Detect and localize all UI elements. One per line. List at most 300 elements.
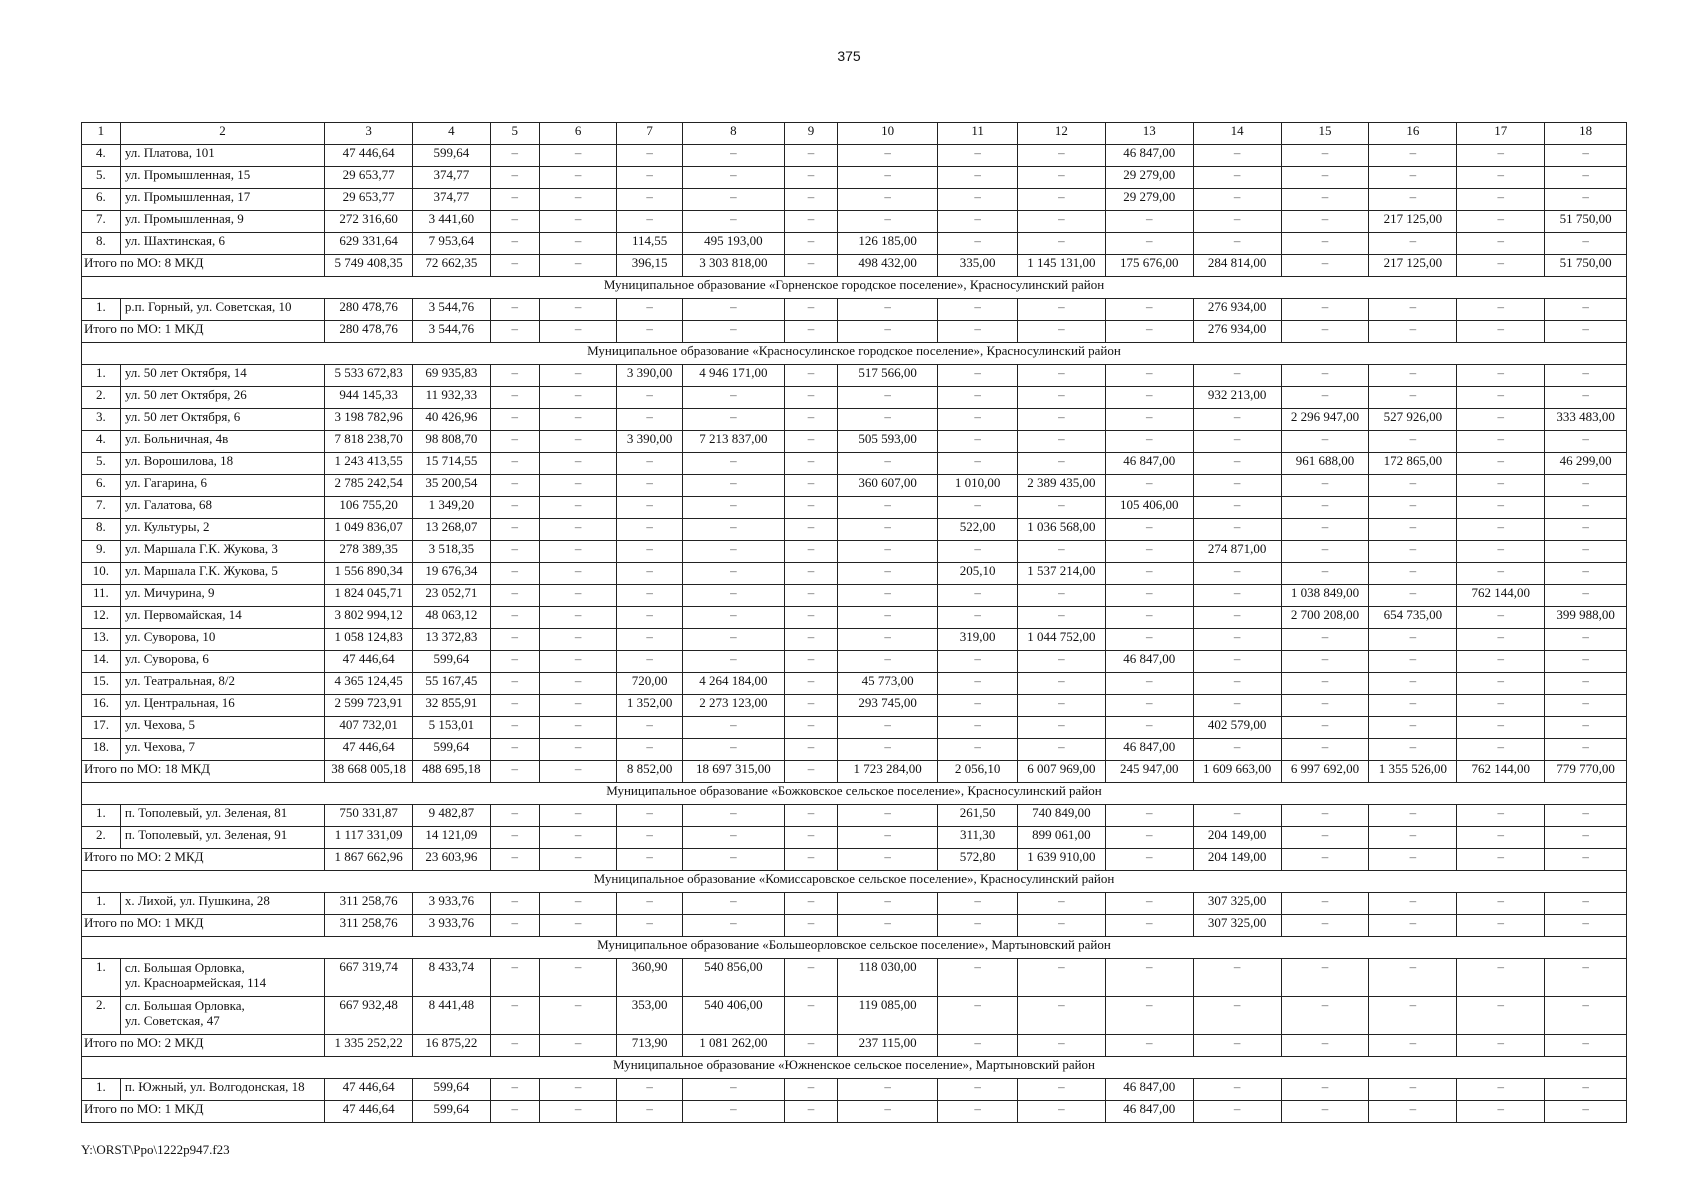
cost-value-cell: 374,77 [413,167,491,189]
cost-value-cell: – [1457,365,1545,387]
cost-value-cell: – [784,233,837,255]
building-row [82,475,1627,497]
total-value-cell: – [1105,1035,1193,1057]
building-address: ул. Ворошилова, 18 [120,453,324,475]
cost-value-cell: – [539,299,617,321]
cost-value-cell: – [784,189,837,211]
cost-value-cell: – [1105,299,1193,321]
cost-value-cell: – [938,997,1018,1035]
cost-value-cell: – [1457,211,1545,233]
cost-value-cell: – [938,673,1018,695]
total-value-cell: 1 335 252,22 [325,1035,413,1057]
total-value-cell: 1 081 262,00 [682,1035,784,1057]
cost-value-cell: – [1545,585,1627,607]
cost-value-cell: 374,77 [413,189,491,211]
building-address: ул. 50 лет Октября, 6 [120,409,324,431]
cost-value-cell: – [490,167,539,189]
column-number-header: 8 [682,123,784,145]
cost-value-cell: – [1369,695,1457,717]
total-value-cell: – [1017,1035,1105,1057]
total-value-cell: – [682,849,784,871]
building-address: ул. Промышленная, 9 [120,211,324,233]
column-number-header: 17 [1457,123,1545,145]
cost-value-cell: 47 446,64 [325,145,413,167]
cost-value-cell: – [682,827,784,849]
cost-value-cell: – [682,519,784,541]
cost-value-cell: – [938,409,1018,431]
cost-value-cell: 7 953,64 [413,233,491,255]
cost-value-cell: – [1369,893,1457,915]
cost-value-cell: – [539,607,617,629]
building-row [82,365,1627,387]
cost-value-cell: – [1457,497,1545,519]
row-index: 7. [82,497,121,519]
cost-value-cell: – [1281,145,1369,167]
cost-value-cell: 667 319,74 [325,959,413,997]
cost-value-cell: – [617,893,682,915]
building-address: ул. Шахтинская, 6 [120,233,324,255]
total-label: Итого по МО: 1 МКД [82,321,325,343]
cost-value-cell: – [490,805,539,827]
total-value-cell: 713,90 [617,1035,682,1057]
total-value-cell: 51 750,00 [1545,255,1627,277]
total-value-cell: 762 144,00 [1457,761,1545,783]
cost-value-cell: 23 052,71 [413,585,491,607]
cost-value-cell: – [1457,519,1545,541]
cost-value-cell: 1 243 413,55 [325,453,413,475]
building-row [82,387,1627,409]
cost-value-cell: – [1457,739,1545,761]
total-value-cell: 3 933,76 [413,915,491,937]
total-value-cell: – [784,255,837,277]
building-address [120,959,324,997]
cost-value-cell: 1 352,00 [617,695,682,717]
cost-value-cell: – [1545,365,1627,387]
cost-value-cell: – [784,211,837,233]
cost-value-cell: 47 446,64 [325,1079,413,1101]
total-value-cell: 284 814,00 [1193,255,1281,277]
total-value-cell: 311 258,76 [325,915,413,937]
cost-value-cell: – [1105,365,1193,387]
cost-value-cell: – [938,233,1018,255]
cost-value-cell: 261,50 [938,805,1018,827]
cost-value-cell: – [1017,431,1105,453]
cost-value-cell: 45 773,00 [838,673,938,695]
cost-value-cell: 1 038 849,00 [1281,585,1369,607]
municipality-total-row [82,849,1627,871]
cost-value-cell: 13 268,07 [413,519,491,541]
cost-value-cell: – [490,541,539,563]
total-value-cell: – [1105,321,1193,343]
total-value-cell: – [784,1035,837,1057]
row-index: 17. [82,717,121,739]
total-value-cell: – [1545,1035,1627,1057]
total-value-cell: 307 325,00 [1193,915,1281,937]
building-row [82,959,1627,997]
building-address: ул. Театральная, 8/2 [120,673,324,695]
cost-value-cell: – [838,563,938,585]
cost-value-cell: – [1105,387,1193,409]
cost-value-cell: – [1193,233,1281,255]
total-value-cell: – [1457,1101,1545,1123]
cost-value-cell: – [938,585,1018,607]
total-value-cell: 280 478,76 [325,321,413,343]
cost-value-cell: – [1545,189,1627,211]
cost-value-cell: 4 264 184,00 [682,673,784,695]
cost-value-cell: – [1545,959,1627,997]
cost-value-cell: – [1193,475,1281,497]
cost-value-cell: – [1105,233,1193,255]
cost-value-cell: – [1105,541,1193,563]
cost-value-cell: – [1369,167,1457,189]
cost-value-cell: 118 030,00 [838,959,938,997]
cost-value-cell: 204 149,00 [1193,827,1281,849]
cost-value-cell: – [1457,541,1545,563]
total-value-cell: – [490,1035,539,1057]
total-value-cell: 175 676,00 [1105,255,1193,277]
cost-value-cell: – [490,959,539,997]
building-row [82,739,1627,761]
building-address-line: ул. Советская, 47 [124,1013,220,1028]
cost-value-cell: 280 478,76 [325,299,413,321]
cost-value-cell: – [1457,893,1545,915]
cost-value-cell: – [1193,167,1281,189]
cost-value-cell: 9 482,87 [413,805,491,827]
cost-value-cell: 4 946 171,00 [682,365,784,387]
cost-value-cell: – [1017,387,1105,409]
cost-value-cell: 599,64 [413,145,491,167]
cost-value-cell: – [1369,629,1457,651]
cost-value-cell: 540 856,00 [682,959,784,997]
cost-value-cell: – [1457,409,1545,431]
cost-value-cell: – [490,365,539,387]
cost-value-cell: – [490,673,539,695]
cost-value-cell: 293 745,00 [838,695,938,717]
cost-value-cell: – [938,959,1018,997]
column-number-header: 2 [120,123,324,145]
cost-value-cell: 360 607,00 [838,475,938,497]
cost-value-cell: – [784,673,837,695]
cost-value-cell: – [1457,651,1545,673]
row-index: 15. [82,673,121,695]
cost-value-cell: – [938,607,1018,629]
cost-value-cell: – [617,607,682,629]
cost-value-cell: – [1281,959,1369,997]
cost-value-cell: – [784,497,837,519]
row-index: 7. [82,211,121,233]
cost-value-cell: – [784,409,837,431]
cost-value-cell: – [1369,541,1457,563]
cost-value-cell: – [1193,959,1281,997]
cost-value-cell: – [784,1079,837,1101]
total-value-cell: 3 544,76 [413,321,491,343]
cost-value-cell: – [1193,365,1281,387]
building-address: п. Тополевый, ул. Зеленая, 81 [120,805,324,827]
cost-value-cell: – [838,497,938,519]
cost-value-cell: 7 213 837,00 [682,431,784,453]
cost-value-cell: – [682,805,784,827]
cost-value-cell: 399 988,00 [1545,607,1627,629]
cost-value-cell: – [1545,233,1627,255]
cost-value-cell: – [1017,651,1105,673]
cost-value-cell: – [1369,651,1457,673]
total-value-cell: – [490,321,539,343]
cost-value-cell: – [1193,431,1281,453]
total-value-cell: 1 355 526,00 [1369,761,1457,783]
cost-value-cell: – [617,739,682,761]
building-row [82,1079,1627,1101]
cost-value-cell: – [784,299,837,321]
cost-value-cell: – [784,717,837,739]
total-value-cell: – [838,321,938,343]
cost-value-cell: – [1105,211,1193,233]
total-value-cell: – [539,321,617,343]
cost-value-cell: – [1545,739,1627,761]
cost-value-cell: – [539,145,617,167]
building-address: п. Тополевый, ул. Зеленая, 91 [120,827,324,849]
total-value-cell: – [1369,1101,1457,1123]
cost-value-cell: 205,10 [938,563,1018,585]
total-value-cell: 16 875,22 [413,1035,491,1057]
cost-value-cell: – [1193,695,1281,717]
cost-value-cell: – [1545,497,1627,519]
cost-value-cell: – [617,519,682,541]
cost-value-cell: – [617,189,682,211]
building-address: ул. Культуры, 2 [120,519,324,541]
cost-value-cell: – [682,475,784,497]
municipality-total-row [82,1101,1627,1123]
cost-value-cell: – [838,189,938,211]
cost-value-cell: – [1105,695,1193,717]
cost-value-cell: – [539,453,617,475]
cost-value-cell: – [1545,629,1627,651]
municipality-total-row [82,1035,1627,1057]
cost-value-cell: – [1017,145,1105,167]
cost-value-cell: – [838,167,938,189]
total-value-cell: – [1017,321,1105,343]
total-label: Итого по МО: 2 МКД [82,1035,325,1057]
total-value-cell: 1 867 662,96 [325,849,413,871]
total-value-cell: – [938,915,1018,937]
total-value-cell: – [1369,915,1457,937]
cost-value-cell: – [784,739,837,761]
cost-value-cell: – [1457,167,1545,189]
cost-value-cell: 3 390,00 [617,365,682,387]
cost-value-cell: – [1017,673,1105,695]
cost-value-cell: – [1281,651,1369,673]
cost-value-cell: – [784,629,837,651]
cost-value-cell: – [1457,563,1545,585]
cost-value-cell: – [1457,805,1545,827]
cost-value-cell: – [938,739,1018,761]
total-value-cell: – [1281,849,1369,871]
cost-value-cell: 527 926,00 [1369,409,1457,431]
total-value-cell: – [539,761,617,783]
building-address: ул. Суворова, 6 [120,651,324,673]
total-value-cell: 38 668 005,18 [325,761,413,783]
cost-value-cell: – [1369,145,1457,167]
row-index: 1. [82,299,121,321]
total-value-cell: 23 603,96 [413,849,491,871]
cost-value-cell: 740 849,00 [1017,805,1105,827]
municipality-section-row [82,937,1627,959]
cost-value-cell: – [1545,651,1627,673]
row-index: 18. [82,739,121,761]
cost-value-cell: – [539,695,617,717]
cost-value-cell: 106 755,20 [325,497,413,519]
cost-value-cell: – [938,695,1018,717]
row-index: 11. [82,585,121,607]
cost-value-cell: 961 688,00 [1281,453,1369,475]
building-row [82,189,1627,211]
cost-value-cell: – [1281,365,1369,387]
building-row [82,145,1627,167]
cost-value-cell: 69 935,83 [413,365,491,387]
cost-value-cell: – [682,541,784,563]
total-value-cell: 18 697 315,00 [682,761,784,783]
total-value-cell: – [1017,915,1105,937]
file-path-footer: Y:\ORST\Ppo\1222p947.f23 [81,1142,230,1157]
cost-value-cell: 274 871,00 [1193,541,1281,563]
cost-value-cell: – [784,607,837,629]
cost-value-cell: – [1193,453,1281,475]
total-value-cell: 6 007 969,00 [1017,761,1105,783]
cost-value-cell: – [1369,519,1457,541]
cost-value-cell: – [539,717,617,739]
cost-value-cell: – [1457,607,1545,629]
cost-value-cell: 2 273 123,00 [682,695,784,717]
cost-value-cell: – [1193,629,1281,651]
cost-value-cell: – [1369,805,1457,827]
cost-value-cell: 1 556 890,34 [325,563,413,585]
cost-value-cell: – [617,211,682,233]
cost-value-cell: – [617,827,682,849]
cost-value-cell: – [1281,519,1369,541]
cost-value-cell: – [784,959,837,997]
cost-value-cell: – [539,233,617,255]
building-address: х. Лихой, ул. Пушкина, 28 [120,893,324,915]
cost-value-cell: – [490,519,539,541]
cost-value-cell: – [490,607,539,629]
cost-value-cell: 46 847,00 [1105,453,1193,475]
cost-value-cell: – [1193,189,1281,211]
total-value-cell: 488 695,18 [413,761,491,783]
total-value-cell: 6 997 692,00 [1281,761,1369,783]
total-value-cell: – [490,849,539,871]
municipality-section-title: Муниципальное образование «Комиссаровское сельское поселение», Красносулинский район [82,871,1627,893]
total-value-cell: – [617,849,682,871]
cost-value-cell: – [1369,673,1457,695]
cost-value-cell: 750 331,87 [325,805,413,827]
cost-value-cell: 1 036 568,00 [1017,519,1105,541]
cost-value-cell: – [838,409,938,431]
total-value-cell: – [1457,321,1545,343]
cost-value-cell: – [838,607,938,629]
cost-value-cell: 1 117 331,09 [325,827,413,849]
cost-value-cell: 7 818 238,70 [325,431,413,453]
building-address: ул. Чехова, 7 [120,739,324,761]
cost-value-cell: – [938,431,1018,453]
building-address: ул. Больничная, 4в [120,431,324,453]
total-value-cell: – [539,1101,617,1123]
cost-value-cell: 29 653,77 [325,189,413,211]
column-number-header: 7 [617,123,682,145]
row-index: 9. [82,541,121,563]
cost-value-cell: – [1017,959,1105,997]
cost-value-cell: – [1545,805,1627,827]
row-index: 8. [82,233,121,255]
cost-value-cell: – [682,387,784,409]
total-value-cell: – [1281,321,1369,343]
cost-value-cell: – [617,585,682,607]
building-address: ул. 50 лет Октября, 14 [120,365,324,387]
cost-value-cell: – [1281,189,1369,211]
cost-value-cell: – [1457,827,1545,849]
cost-value-cell: 105 406,00 [1105,497,1193,519]
building-row [82,651,1627,673]
cost-value-cell: – [1281,475,1369,497]
cost-value-cell: 4 365 124,45 [325,673,413,695]
cost-value-cell: – [1369,563,1457,585]
total-value-cell: – [490,255,539,277]
column-number-header: 9 [784,123,837,145]
cost-value-cell: – [539,959,617,997]
cost-value-cell: – [784,541,837,563]
cost-value-cell: – [490,695,539,717]
cost-value-cell: – [1281,805,1369,827]
cost-value-cell: 1 824 045,71 [325,585,413,607]
municipality-total-row [82,761,1627,783]
cost-value-cell: – [1369,739,1457,761]
cost-value-cell: – [1281,673,1369,695]
cost-value-cell: 1 044 752,00 [1017,629,1105,651]
cost-value-cell: 3 198 782,96 [325,409,413,431]
cost-value-cell: 1 537 214,00 [1017,563,1105,585]
column-number-header: 13 [1105,123,1193,145]
cost-value-cell: – [539,651,617,673]
cost-value-cell: – [490,431,539,453]
total-value-cell: 1 145 131,00 [1017,255,1105,277]
cost-value-cell: 720,00 [617,673,682,695]
cost-value-cell: – [784,167,837,189]
total-value-cell: – [1281,1035,1369,1057]
total-value-cell: – [539,255,617,277]
building-row [82,541,1627,563]
building-address: ул. Мичурина, 9 [120,585,324,607]
total-value-cell: 46 847,00 [1105,1101,1193,1123]
cost-value-cell: – [682,453,784,475]
row-index: 4. [82,431,121,453]
cost-value-cell: – [784,827,837,849]
cost-value-cell: 8 441,48 [413,997,491,1035]
cost-value-cell: – [1457,629,1545,651]
cost-value-cell: – [682,893,784,915]
cost-value-cell: – [682,607,784,629]
cost-value-cell: – [1105,827,1193,849]
cost-value-cell: – [617,299,682,321]
total-value-cell: – [490,1101,539,1123]
cost-value-cell: – [1457,453,1545,475]
cost-value-cell: – [617,651,682,673]
cost-value-cell: 46 847,00 [1105,145,1193,167]
cost-value-cell: – [490,233,539,255]
cost-value-cell: 5 153,01 [413,717,491,739]
cost-value-cell: 14 121,09 [413,827,491,849]
cost-value-cell: – [1105,717,1193,739]
cost-value-cell: – [938,1079,1018,1101]
cost-value-cell: – [1369,475,1457,497]
cost-value-cell: – [1281,233,1369,255]
